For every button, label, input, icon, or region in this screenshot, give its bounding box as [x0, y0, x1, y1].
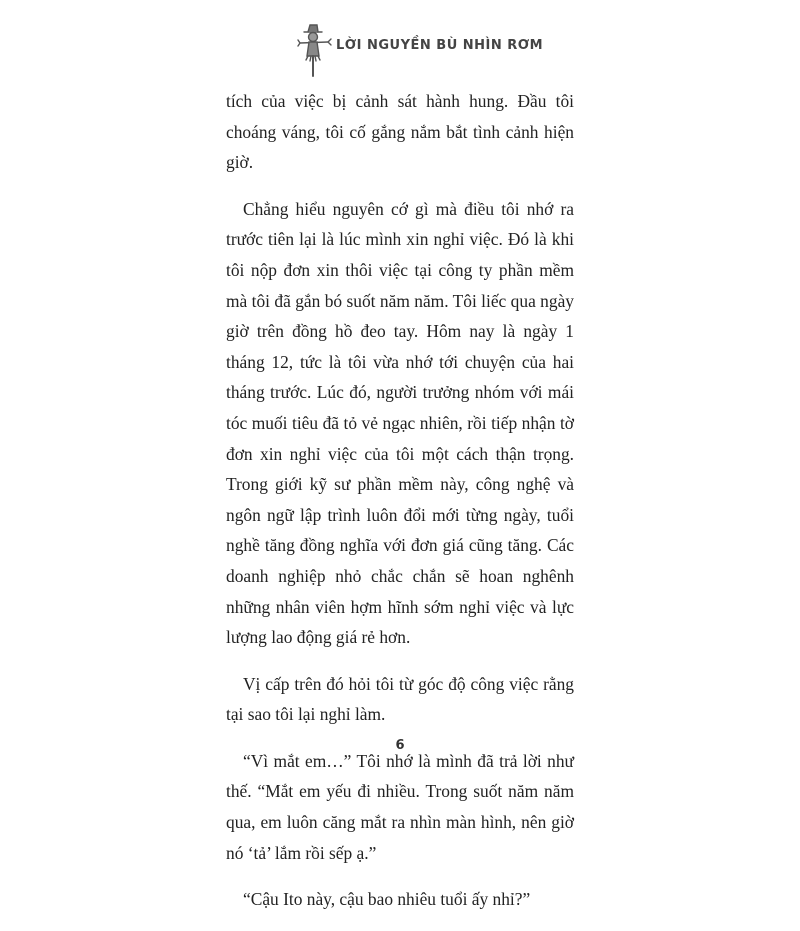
paragraph: “Vì mắt em…” Tôi nhớ là mình đã trả lời như thế. “Mắt em yếu đi nhiều. Trong suốt năm năm qua, em luôn căng mắt ra nhìn màn hình, nên giờ nó ‘tả’ lắm rồi sếp ạ.”: [226, 750, 574, 863]
page-number: 6: [395, 738, 405, 753]
body-text: [226, 86, 574, 931]
running-header: [0, 22, 800, 78]
paragraph: Vị cấp trên đó hỏi tôi từ góc độ công việc rằng tại sao tôi lại nghỉ làm.: [226, 673, 574, 725]
paragraph: “Cậu Ito này, cậu bao nhiêu tuổi ấy nhỉ?”: [243, 889, 531, 910]
paragraph: tích của việc bị cảnh sát hành hung. Đầu tôi choáng váng, tôi cố gắng nắm bắt tình cảnh hiện giờ.: [226, 91, 574, 173]
paragraph: Chẳng hiểu nguyên cớ gì mà điều tôi nhớ ra trước tiên lại là lúc mình xin nghỉ việc. Đó là khi tôi nộp đơn xin thôi việc tại công ty phần mềm mà tôi đã gắn bó suốt năm năm. Tôi liếc qua ngày giờ trên đồng hồ đeo tay. Hôm nay là ngày 1 tháng 12, tức là tôi vừa nhớ tới chuyện của hai tháng trước. Lúc đó, người trưởng nhóm với mái tóc muối tiêu đã tỏ vẻ ngạc nhiên, rồi tiếp nhận tờ đơn xin nghỉ việc của tôi một cách thận trọng. Trong giới kỹ sư phần mềm này, công nghệ và ngôn ngữ lập trình luôn đổi mới từng ngày, tuổi nghề tăng đồng nghĩa với đơn giá cũng tăng. Các doanh nghiệp nhỏ chắc chắn sẽ hoan nghênh những nhân viên hợm hĩnh sớm nghỉ việc và lực lượng lao động giá rẻ hơn.: [226, 198, 574, 648]
book-title: LỜI NGUYỀN BÙ NHÌN RƠM: [336, 38, 544, 53]
scarecrow-icon: [298, 22, 334, 78]
